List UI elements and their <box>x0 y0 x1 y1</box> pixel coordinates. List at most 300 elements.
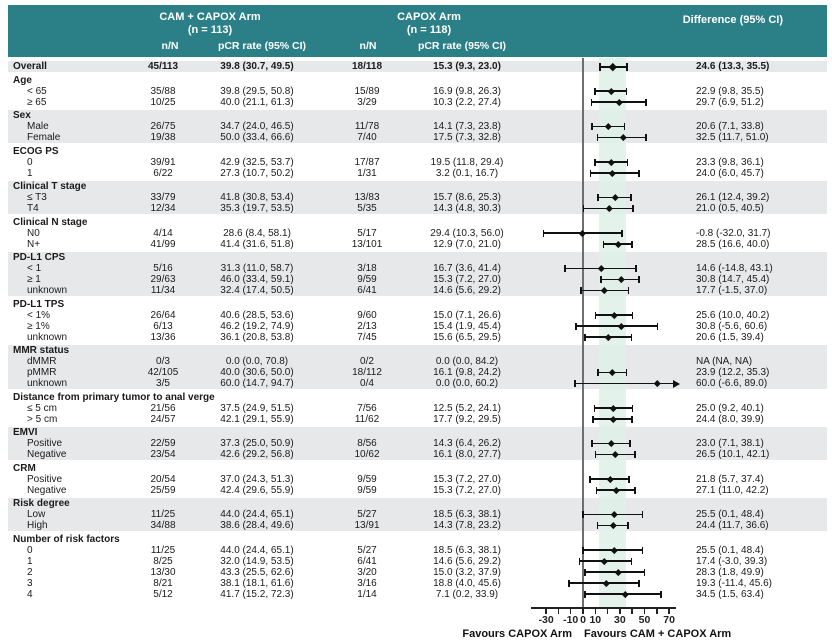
ci-cap-low <box>603 241 605 248</box>
subgroup-block <box>8 75 827 108</box>
difference-value: 26.1 (12.4, 39.2) <box>696 192 770 203</box>
difference-header: Difference (95% CI) <box>682 14 783 26</box>
ci-cap-high <box>624 123 626 130</box>
table-row <box>8 403 827 414</box>
table-row <box>8 578 827 589</box>
subgroup-label: Risk degree <box>13 498 70 509</box>
arm2-pcr-value: 18.5 (6.3, 38.1) <box>433 509 501 520</box>
row-label: ≤ 5 cm <box>27 402 57 414</box>
row-label: < 1% <box>27 309 51 321</box>
difference-value: -0.8 (-32.0, 31.7) <box>696 227 771 239</box>
row-label: Low <box>27 509 46 520</box>
arm2-pcr-value: 17.7 (9.2, 29.5) <box>433 413 501 425</box>
arm2-pcr-value: 14.1 (7.3, 23.8) <box>433 121 501 132</box>
axis-tick <box>558 609 560 614</box>
ci-cap-low <box>597 522 599 529</box>
axis-tick-label: -10 <box>563 614 579 626</box>
table-row <box>8 321 827 332</box>
axis-tick <box>570 609 572 614</box>
point-estimate <box>615 569 621 575</box>
arm1-nN-value: 5/16 <box>153 263 173 274</box>
subgroup-header-row <box>8 534 827 545</box>
point-estimate <box>612 451 618 457</box>
favours-cam-capox-label: Favours CAM + CAPOX Arm <box>584 628 732 640</box>
arm1-pcr-value: 50.0 (33.4, 66.6) <box>220 132 294 143</box>
arm2-nN-value: 7/45 <box>357 331 377 343</box>
subgroup-block <box>8 146 827 179</box>
row-label: ≥ 65 <box>27 96 47 108</box>
arm1-pcr-value: 44.0 (24.4, 65.1) <box>220 509 294 520</box>
row-label: Overall <box>13 61 47 72</box>
arm1-nN-value: 33/79 <box>150 192 176 203</box>
arm2-pcr-value: 0.0 (0.0, 60.2) <box>435 378 499 389</box>
arm2-nN-value: 1/31 <box>357 167 377 179</box>
forest-plot-marker <box>520 239 692 250</box>
point-estimate <box>612 194 618 200</box>
arm1-nN-value: 5/12 <box>153 588 173 600</box>
arm1-nN-value: 0/3 <box>156 356 170 367</box>
arm1-pcr-value: 41.7 (15.2, 72.3) <box>220 588 294 600</box>
ci-cap-low <box>589 476 591 483</box>
ci-cap-high <box>644 569 646 576</box>
arm1-pcr-value: 39.8 (29.5, 50.8) <box>220 85 294 97</box>
arm1-pcr-value: 31.3 (11.0, 58.7) <box>220 263 294 274</box>
ci-cap-high <box>634 451 636 458</box>
arm2-pcr-value: 16.1 (9.8, 24.2) <box>433 367 501 378</box>
arm2-pcr-value: 29.4 (10.3, 56.0) <box>430 227 504 239</box>
arm1-pcr-value: 44.0 (24.4, 65.1) <box>220 544 294 556</box>
arm2-nN-value: 5/35 <box>357 203 377 214</box>
col-header-nn-arm2: n/N <box>359 40 377 52</box>
ci-cap-low <box>597 134 599 141</box>
ci-cap-low <box>582 511 584 518</box>
forest-plot-marker <box>520 567 692 578</box>
forest-plot-marker <box>520 192 692 203</box>
arm2-title: CAPOX Arm <box>397 11 461 23</box>
forest-plot-marker <box>520 403 692 414</box>
row-label: 3 <box>27 577 33 589</box>
arm2-pcr-value: 15.3 (7.2, 27.0) <box>433 473 501 485</box>
arm2-nN-value: 9/59 <box>357 274 377 285</box>
arm2-nN-value: 6/41 <box>357 555 377 567</box>
point-estimate <box>610 416 616 422</box>
forest-plot-marker <box>520 414 692 425</box>
table-body <box>8 61 827 600</box>
arm2-pcr-value: 15.7 (8.6, 25.3) <box>433 192 501 203</box>
difference-value: 17.4 (-3.0, 39.3) <box>696 555 768 567</box>
row-label: unknown <box>27 331 68 343</box>
row-label: 4 <box>27 588 33 600</box>
ci-cap-high <box>645 99 647 106</box>
row-label: 0 <box>27 544 33 556</box>
arm2-header <box>339 11 519 37</box>
ci-cap-low <box>600 276 602 283</box>
point-estimate <box>608 440 614 446</box>
forest-plot-marker <box>520 274 692 285</box>
row-label: Female <box>27 132 61 143</box>
point-estimate <box>611 511 617 517</box>
arm2-nN-value: 3/29 <box>357 96 377 108</box>
ci-cap-high <box>631 334 633 341</box>
arm2-nN-value: 9/60 <box>357 309 377 321</box>
ci-cap-low <box>543 230 545 237</box>
arm2-pcr-value: 17.5 (7.3, 32.8) <box>433 132 501 143</box>
x-axis-line <box>531 607 676 609</box>
table-row <box>8 332 827 343</box>
arm2-nN-value: 13/101 <box>351 238 383 250</box>
arm1-pcr-value: 40.0 (30.6, 50.0) <box>220 367 294 378</box>
point-estimate <box>608 159 614 165</box>
arm2-nN-value: 11/78 <box>354 121 380 132</box>
row-label: unknown <box>27 378 68 389</box>
arm1-pcr-value: 37.0 (24.3, 51.3) <box>220 473 294 485</box>
difference-value: 25.0 (9.2, 40.1) <box>696 402 764 414</box>
axis-tick-label: -30 <box>538 614 554 626</box>
arm2-nN-value: 10/62 <box>354 449 380 460</box>
row-label: 1 <box>27 167 33 179</box>
arm1-header <box>120 11 300 37</box>
point-estimate <box>609 170 615 176</box>
subgroup-header-row <box>8 217 827 228</box>
arm1-pcr-value: 41.8 (30.8, 53.4) <box>220 192 294 203</box>
arm2-nN-value: 2/13 <box>357 320 377 332</box>
subgroup-block <box>8 252 827 296</box>
ci-cap-low <box>597 369 599 376</box>
row-label: High <box>27 520 48 531</box>
forest-plot-marker <box>520 449 692 460</box>
difference-value: 20.6 (1.5, 39.4) <box>696 331 764 343</box>
arm2-nN-value: 3/18 <box>357 263 377 274</box>
difference-value: 23.0 (7.1, 38.1) <box>696 438 764 449</box>
arm1-n: (n = 113) <box>187 24 233 36</box>
subgroup-label: ECOG PS <box>13 145 59 157</box>
forest-plot-marker <box>520 97 692 108</box>
forest-plot-marker <box>520 121 692 132</box>
table-row <box>8 567 827 578</box>
row-label: Negative <box>27 484 67 496</box>
arm2-pcr-value: 15.3 (7.2, 27.0) <box>433 484 501 496</box>
axis-tick-label: 10 <box>589 614 602 626</box>
row-label: ≥ 1 <box>27 274 41 285</box>
point-estimate <box>622 591 628 597</box>
ci-cap-low <box>580 287 582 294</box>
arm2-pcr-value: 19.5 (11.8, 29.4) <box>430 156 504 168</box>
arm2-pcr-value: 12.5 (5.2, 24.1) <box>433 402 501 414</box>
table-row <box>8 545 827 556</box>
col-header-pcr-arm1: pCR rate (95% CI) <box>217 40 307 52</box>
arm1-nN-value: 11/25 <box>150 544 176 556</box>
difference-value: 30.8 (-5.6, 60.6) <box>696 320 768 332</box>
arm1-nN-value: 35/88 <box>150 85 176 97</box>
arm2-pcr-value: 12.9 (7.0, 21.0) <box>433 238 501 250</box>
arm2-pcr-value: 15.0 (3.2, 37.9) <box>433 566 501 578</box>
ci-cap-high <box>626 369 628 376</box>
subgroup-label: MMR status <box>13 345 70 356</box>
difference-value: 27.1 (11.0, 42.2) <box>696 484 769 496</box>
table-row <box>8 589 827 600</box>
arm2-pcr-value: 14.6 (5.6, 29.2) <box>433 285 501 296</box>
arm1-pcr-value: 37.3 (25.0, 50.9) <box>220 438 294 449</box>
arm1-nN-value: 19/38 <box>150 132 176 143</box>
arm2-nN-value: 9/59 <box>357 484 377 496</box>
forest-plot-marker <box>520 263 692 274</box>
arm1-nN-value: 8/25 <box>153 555 173 567</box>
point-estimate <box>605 123 611 129</box>
forest-plot-marker <box>520 86 692 97</box>
axis-tick <box>631 609 633 614</box>
ci-cap-low <box>583 205 585 212</box>
arm1-pcr-value: 60.0 (14.7, 94.7) <box>220 378 294 389</box>
arm1-nN-value: 45/113 <box>147 61 179 72</box>
row-label: Positive <box>27 438 63 449</box>
point-estimate <box>618 276 624 282</box>
arm1-nN-value: 29/63 <box>150 274 176 285</box>
arm1-pcr-value: 40.0 (21.1, 61.3) <box>220 96 294 108</box>
arm1-nN-value: 10/25 <box>150 96 176 108</box>
table-row <box>8 228 827 239</box>
forest-plot-marker <box>520 168 692 179</box>
table-row <box>8 86 827 97</box>
axis-tick <box>545 609 547 614</box>
table-row <box>8 356 827 367</box>
subgroup-label: Sex <box>13 110 31 121</box>
subgroup-header-row <box>8 252 827 263</box>
arm1-nN-value: 4/14 <box>153 227 173 239</box>
ci-cap-high <box>631 558 633 565</box>
forest-plot-marker <box>520 545 692 556</box>
table-row <box>8 438 827 449</box>
point-estimate <box>606 205 612 211</box>
arm1-pcr-value: 36.1 (20.8, 53.8) <box>220 331 294 343</box>
forest-plot-marker <box>520 132 692 143</box>
forest-plot-marker <box>520 485 692 496</box>
ci-cap-high <box>642 511 644 518</box>
ci-cap-high <box>632 205 634 212</box>
table-row <box>8 485 827 496</box>
ci-cap-high <box>628 287 630 294</box>
subgroup-label: EMVI <box>13 427 38 438</box>
arm1-pcr-value: 41.4 (31.6, 51.8) <box>220 238 294 250</box>
ci-cap-high <box>638 276 640 283</box>
arm1-nN-value: 25/59 <box>150 484 176 496</box>
ci-cap-high <box>660 591 662 598</box>
arm1-nN-value: 26/64 <box>150 309 176 321</box>
ci-cap-high <box>631 241 633 248</box>
difference-value: 21.0 (0.5, 40.5) <box>696 203 764 214</box>
point-estimate <box>618 323 624 329</box>
arm2-nN-value: 13/91 <box>354 520 380 531</box>
point-estimate <box>611 312 617 318</box>
row-label: dMMR <box>27 356 57 367</box>
row-label: < 65 <box>27 85 47 97</box>
forest-plot-marker <box>520 474 692 485</box>
table-row <box>8 121 827 132</box>
forest-plot-marker <box>520 228 692 239</box>
axis-tick <box>607 609 609 614</box>
difference-value: 17.7 (-1.5, 37.0) <box>696 285 768 296</box>
arm2-nN-value: 11/62 <box>354 413 380 425</box>
ci-cap-high <box>629 440 631 447</box>
subgroup-header-row <box>8 299 827 310</box>
arm1-pcr-value: 38.1 (18.1, 61.6) <box>220 577 294 589</box>
ci-cap-high <box>628 476 630 483</box>
arm2-nN-value: 0/2 <box>360 356 374 367</box>
ci-cap-low <box>579 558 581 565</box>
ci-cap-high <box>621 230 623 237</box>
table-row <box>8 378 827 389</box>
arm1-nN-value: 23/54 <box>150 449 176 460</box>
subgroup-block <box>8 61 827 72</box>
arm1-nN-value: 13/36 <box>150 331 176 343</box>
difference-value: 23.3 (9.8, 36.1) <box>696 156 764 168</box>
subgroup-header-row <box>8 146 827 157</box>
row-label: N+ <box>27 238 41 250</box>
ci-cap-high <box>645 134 647 141</box>
arm1-nN-value: 13/30 <box>150 566 176 578</box>
forest-plot-marker <box>520 157 692 168</box>
subgroup-block <box>8 217 827 250</box>
subgroup-block <box>8 345 827 389</box>
point-estimate <box>610 405 616 411</box>
ci-cap-low <box>574 380 576 387</box>
arm1-pcr-value: 37.5 (24.9, 51.5) <box>220 402 294 414</box>
subgroup-block <box>8 299 827 343</box>
ci-cap-low <box>595 451 597 458</box>
table-row <box>8 509 827 520</box>
row-label: unknown <box>27 285 68 296</box>
ci-cap-low <box>594 88 596 95</box>
arm2-pcr-value: 18.5 (6.3, 38.1) <box>433 544 501 556</box>
table-row <box>8 239 827 250</box>
subgroup-block <box>8 498 827 531</box>
subgroup-header-row <box>8 75 827 86</box>
arm1-pcr-value: 43.3 (25.5, 62.6) <box>220 566 294 578</box>
arm2-nN-value: 18/112 <box>352 367 382 378</box>
subgroup-block <box>8 181 827 214</box>
difference-value: 21.8 (5.7, 37.4) <box>696 473 764 485</box>
point-estimate <box>613 487 619 493</box>
table-row <box>8 449 827 460</box>
arm1-nN-value: 8/21 <box>153 577 173 589</box>
point-estimate <box>609 63 617 71</box>
ci-cap-high <box>638 170 640 177</box>
arm2-nN-value: 5/27 <box>357 509 377 520</box>
arm2-pcr-value: 16.9 (9.8, 26.3) <box>433 85 501 97</box>
arm1-nN-value: 12/34 <box>150 203 176 214</box>
arm2-pcr-value: 16.1 (8.0, 27.7) <box>433 449 501 460</box>
ci-cap-low <box>584 591 586 598</box>
arm2-nN-value: 3/20 <box>357 566 377 578</box>
arm2-pcr-value: 0.0 (0.0, 84.2) <box>435 356 499 367</box>
arm2-pcr-value: 15.3 (9.3, 23.0) <box>433 61 501 72</box>
subgroup-header-row <box>8 345 827 356</box>
arm2-nN-value: 15/89 <box>354 85 380 97</box>
difference-value: 25.6 (10.0, 40.2) <box>696 309 770 321</box>
arm1-pcr-value: 40.6 (28.5, 53.6) <box>220 309 294 321</box>
arm1-pcr-value: 32.0 (14.9, 53.5) <box>220 555 294 567</box>
forest-plot-marker <box>520 321 692 332</box>
forest-plot-marker <box>520 520 692 531</box>
arm1-nN-value: 39/91 <box>150 156 176 168</box>
difference-value: 29.7 (6.9, 51.2) <box>696 96 764 108</box>
point-estimate <box>616 99 622 105</box>
difference-value: 28.3 (1.8, 49.9) <box>696 566 764 578</box>
forest-plot-marker <box>520 589 692 600</box>
table-row <box>8 367 827 378</box>
difference-value: 60.0 (-6.6, 89.0) <box>696 378 768 389</box>
arm2-pcr-value: 7.1 (0.2, 33.9) <box>435 588 499 600</box>
subgroup-header-row <box>8 498 827 509</box>
arm2-nN-value: 0/4 <box>360 378 374 389</box>
table-header <box>8 5 827 57</box>
point-estimate <box>601 558 607 564</box>
ci-cap-low <box>568 580 570 587</box>
point-estimate <box>609 369 615 375</box>
table-row <box>8 132 827 143</box>
difference-value: 24.4 (11.7, 36.6) <box>696 520 769 531</box>
ci-cap-high <box>634 487 636 494</box>
ci-cap-low <box>575 323 577 330</box>
difference-value: 24.4 (8.0, 39.9) <box>696 413 764 425</box>
axis-tick <box>619 609 621 614</box>
arm1-nN-value: 22/59 <box>150 438 176 449</box>
difference-value: 19.3 (-11.4, 45.6) <box>696 577 772 589</box>
subgroup-label: PD-L1 CPS <box>13 252 66 263</box>
forest-plot-marker <box>520 378 692 389</box>
difference-value: 34.5 (1.5, 63.4) <box>696 588 764 600</box>
arm1-pcr-value: 35.3 (19.7, 53.5) <box>220 203 294 214</box>
arm2-nN-value: 5/17 <box>357 227 377 239</box>
point-estimate <box>605 334 611 340</box>
ci-cap-low <box>594 405 596 412</box>
point-estimate <box>579 230 585 236</box>
forest-plot-marker <box>520 367 692 378</box>
ci-cap-high <box>638 580 640 587</box>
subgroup-header-row <box>8 110 827 121</box>
x-axis <box>0 604 832 634</box>
arm1-nN-value: 24/57 <box>150 413 176 425</box>
arm1-nN-value: 11/34 <box>150 285 176 296</box>
difference-value: 25.5 (0.1, 48.4) <box>696 544 764 556</box>
point-estimate <box>603 580 609 586</box>
arm1-nN-value: 11/25 <box>150 509 176 520</box>
col-header-pcr-arm2: pCR rate (95% CI) <box>417 40 507 52</box>
subgroup-label: PD-L1 TPS <box>13 298 65 310</box>
arm2-nN-value: 17/87 <box>354 156 380 168</box>
ci-cap-low <box>591 123 593 130</box>
subgroup-block <box>8 427 827 460</box>
forest-plot-marker <box>520 509 692 520</box>
subgroup-label: Clinical N stage <box>13 216 88 228</box>
arm1-pcr-value: 0.0 (0.0, 70.8) <box>225 356 289 367</box>
ci-cap-low <box>597 194 599 201</box>
arm1-pcr-value: 32.4 (17.4, 50.5) <box>220 285 294 296</box>
table-row <box>8 263 827 274</box>
forest-plot-marker <box>520 356 692 367</box>
difference-value: 24.0 (6.0, 45.7) <box>696 167 764 179</box>
arm2-nN-value: 13/83 <box>354 192 380 203</box>
ci-cap-high <box>642 547 644 554</box>
arm2-nN-value: 9/59 <box>357 473 377 485</box>
ci-cap-low <box>564 265 566 272</box>
arm2-pcr-value: 15.3 (7.2, 27.0) <box>433 274 501 285</box>
ci-cap-high <box>632 405 634 412</box>
axis-tick-label: 0 <box>580 614 586 626</box>
ci-cap-high <box>630 194 632 201</box>
ci-cap-low <box>584 334 586 341</box>
arm1-pcr-value: 34.7 (24.0, 46.5) <box>220 121 294 132</box>
point-estimate <box>602 287 608 293</box>
